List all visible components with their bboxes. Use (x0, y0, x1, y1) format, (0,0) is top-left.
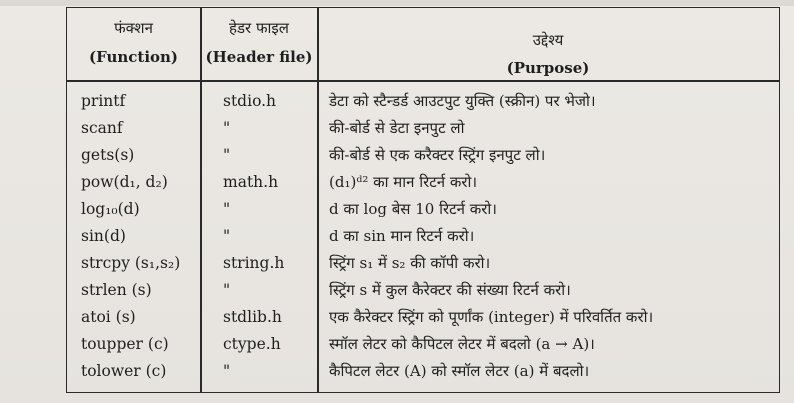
purpose-cell: स्मॉल लेटर को कैपिटल लेटर में बदलो (a → A)। (329, 335, 595, 353)
function-cell: tolower (c) (81, 362, 167, 380)
function-cell: strlen (s) (81, 281, 152, 299)
header-cell: " (223, 146, 231, 164)
table-row (67, 358, 781, 385)
function-cell: scanf (81, 119, 123, 137)
header-cell: " (223, 362, 231, 380)
page-top-edge (0, 0, 794, 6)
header-cell: math.h (223, 173, 279, 191)
table-row (67, 223, 781, 250)
header-purpose (318, 30, 778, 77)
function-cell: pow(d₁, d₂) (81, 173, 168, 191)
header-cell: stdlib.h (223, 308, 282, 326)
header-cell: ctype.h (223, 335, 281, 353)
purpose-cell: स्ट्रिंग s₁ में s₂ की कॉपी करो। (329, 254, 491, 272)
table-row (67, 331, 781, 358)
purpose-cell: एक कैरेक्टर स्ट्रिंग को पूर्णांक (integer) में परिवर्तित करो। (329, 308, 654, 326)
header-purpose-en: (Purpose) (506, 59, 590, 77)
header-cell: stdio.h (223, 92, 277, 110)
purpose-cell: की-बोर्ड से एक करैक्टर स्ट्रिंग इनपुट लो। (329, 146, 546, 164)
header-file (201, 18, 317, 66)
header-function (67, 18, 200, 66)
purpose-cell: d का sin मान रिटर्न करो। (329, 227, 475, 245)
purpose-cell: स्ट्रिंग s में कुल कैरेक्टर की संख्या रिटर्न करो। (329, 281, 571, 299)
function-cell: strcpy (s₁,s₂) (81, 254, 181, 272)
header-file-hi: हेडर फाइल (229, 19, 289, 37)
purpose-cell: (d₁)ᵈ² का मान रिटर्न करो। (329, 173, 478, 191)
header-purpose-hi: उद्देश्य (532, 31, 564, 49)
header-function-hi: फंक्शन (114, 19, 153, 37)
table-row (67, 304, 781, 331)
table-row (67, 142, 781, 169)
function-cell: log₁₀(d) (81, 200, 140, 218)
function-cell: gets(s) (81, 146, 135, 164)
header-divider (67, 80, 779, 82)
table-row (67, 277, 781, 304)
table-row (67, 88, 781, 115)
purpose-cell: डेटा को स्टैन्डर्ड आउटपुट युक्ति (स्क्रीन) पर भेजो। (329, 92, 596, 110)
header-cell: " (223, 200, 231, 218)
header-cell: " (223, 119, 231, 137)
purpose-cell: कैपिटल लेटर (A) को स्मॉल लेटर (a) में बदलो। (329, 362, 590, 380)
purpose-cell: d का log बेस 10 रिटर्न करो। (329, 200, 497, 218)
function-cell: atoi (s) (81, 308, 136, 326)
function-table (66, 7, 780, 393)
table-row (67, 196, 781, 223)
header-file-en: (Header file) (205, 48, 313, 66)
function-cell: sin(d) (81, 227, 126, 245)
header-function-en: (Function) (88, 48, 179, 66)
table-row (67, 250, 781, 277)
header-cell: " (223, 281, 231, 299)
table-row (67, 115, 781, 142)
function-cell: toupper (c) (81, 335, 169, 353)
header-cell: " (223, 227, 231, 245)
purpose-cell: की-बोर्ड से डेटा इनपुट लो (329, 119, 465, 137)
function-cell: printf (81, 92, 126, 110)
table-row (67, 169, 781, 196)
header-cell: string.h (223, 254, 285, 272)
